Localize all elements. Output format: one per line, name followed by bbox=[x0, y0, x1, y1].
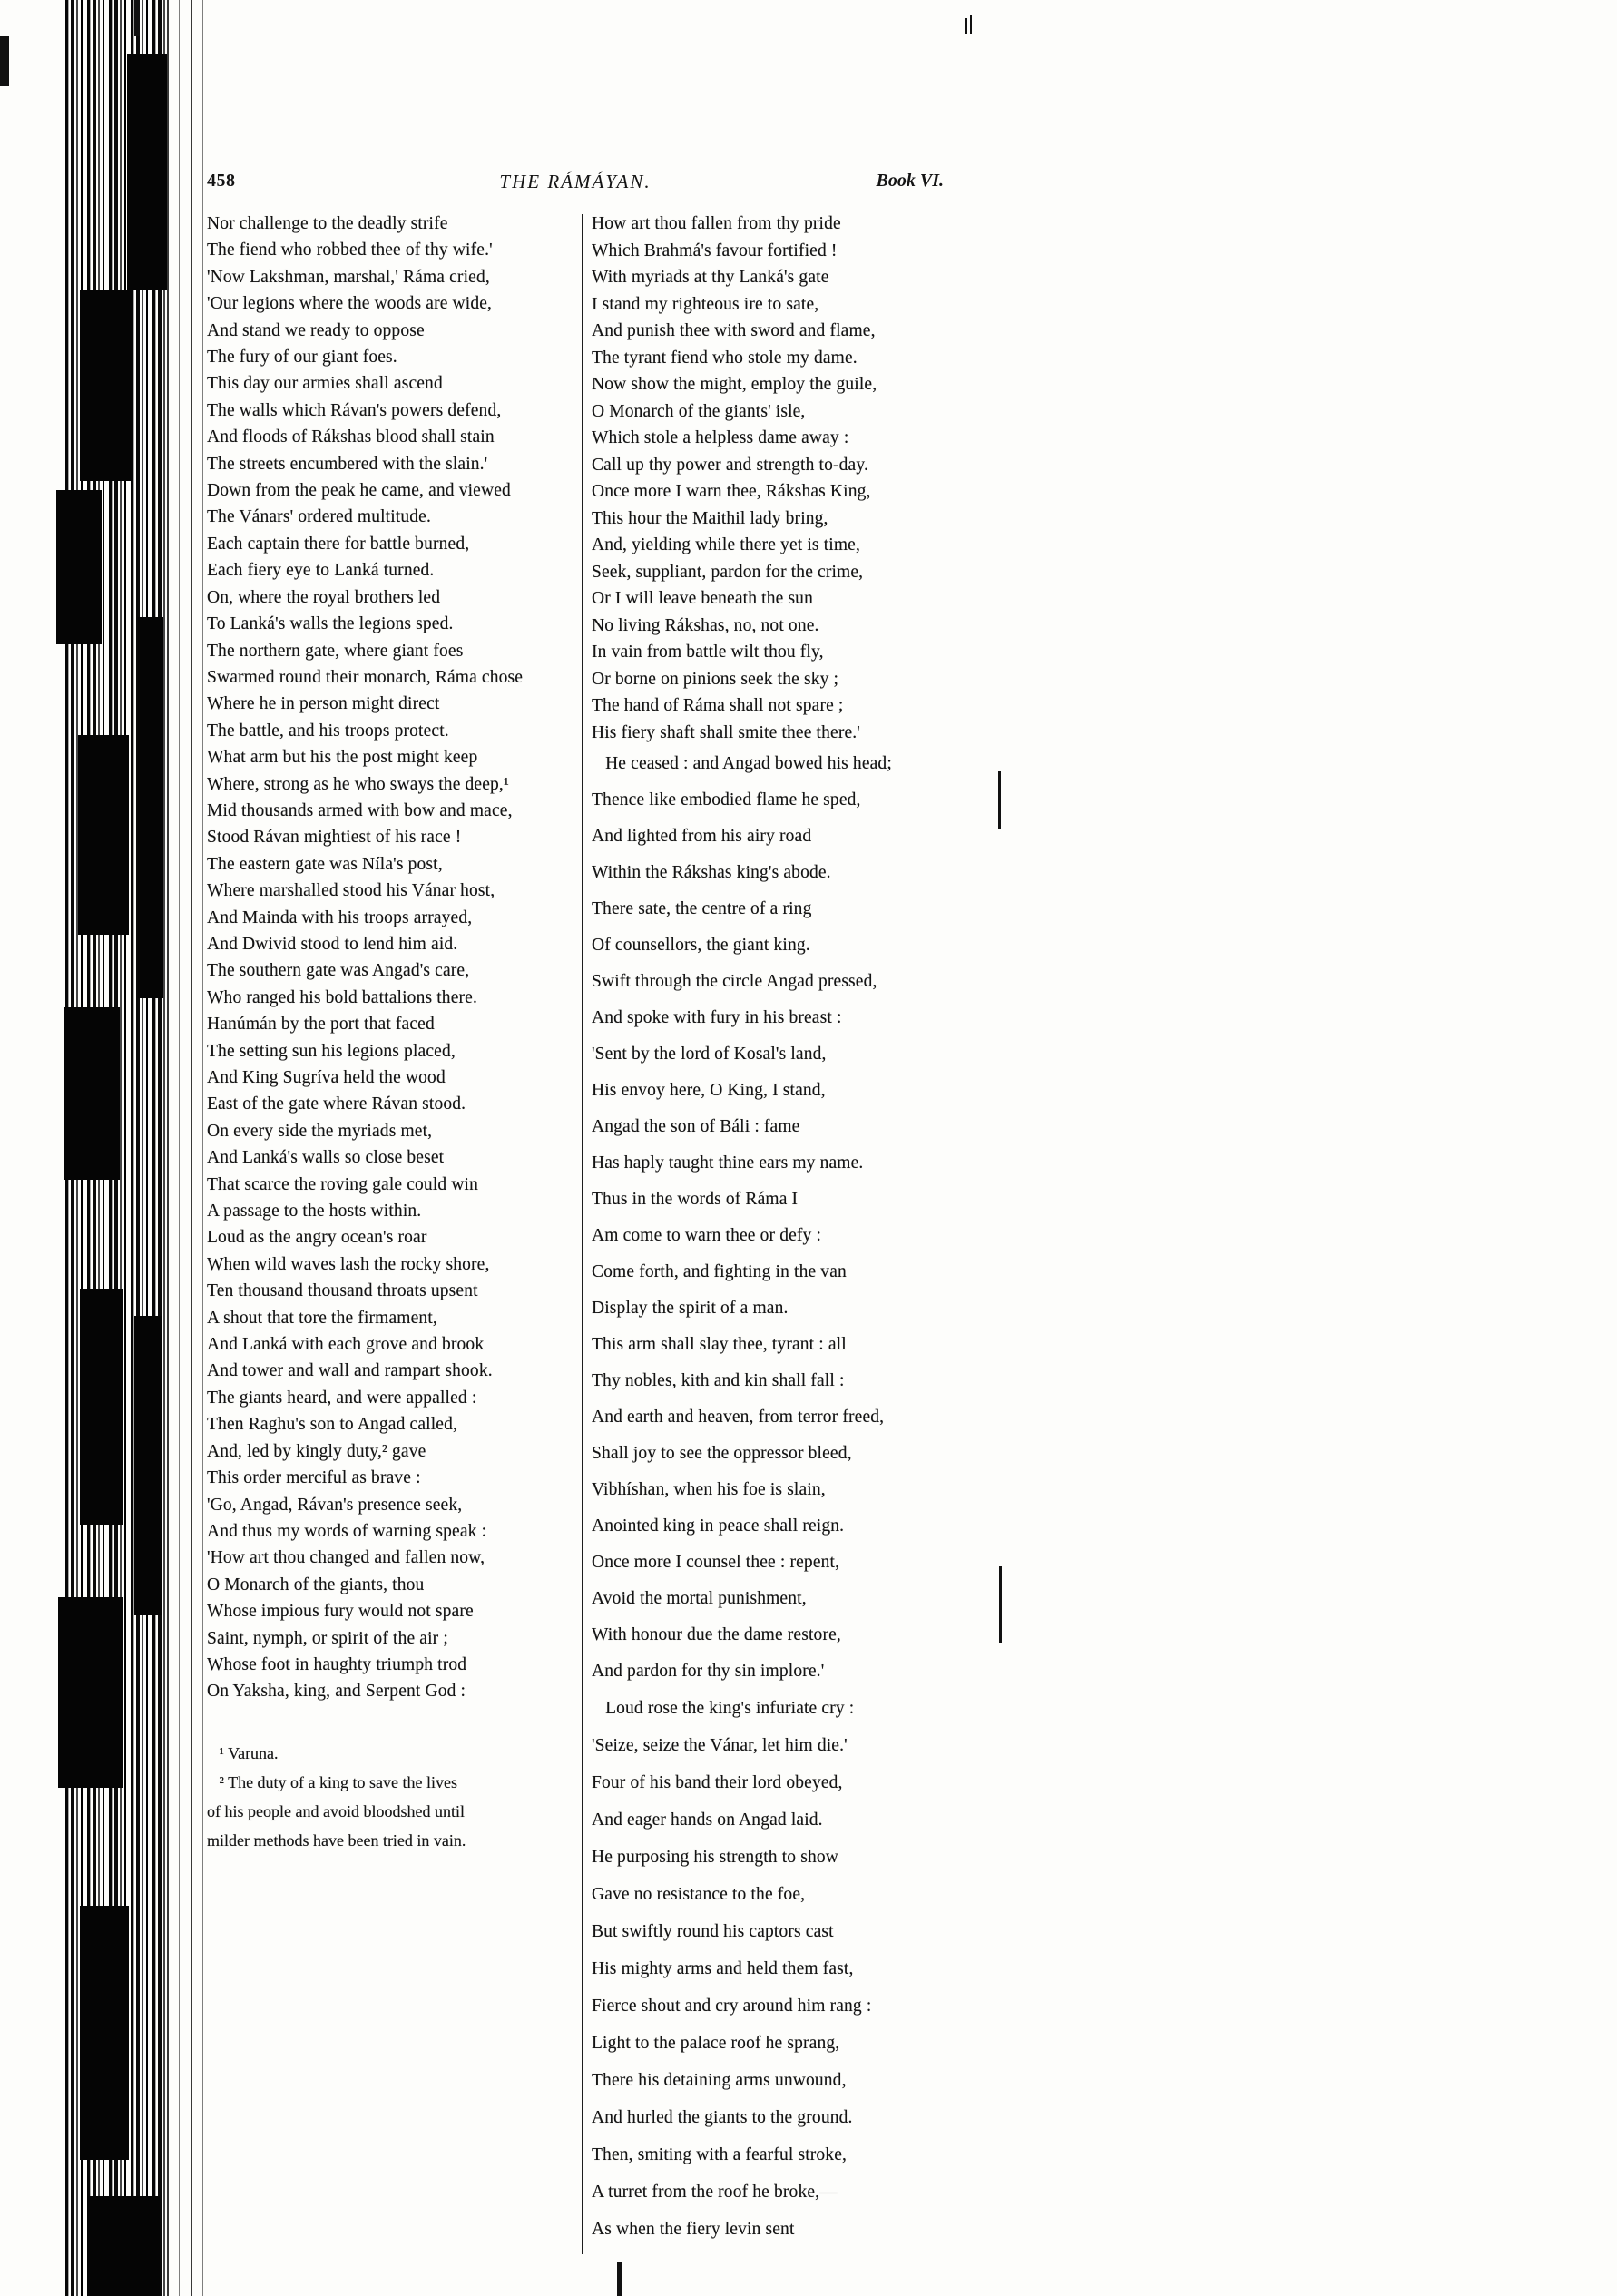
text-line: Hanúmán by the port that faced bbox=[207, 1015, 435, 1035]
text-line: Whose foot in haughty triumph trod bbox=[207, 1654, 467, 1674]
right-verse-column bbox=[592, 211, 947, 2248]
page-header bbox=[207, 171, 944, 198]
text-line: His envoy here, O King, I stand, bbox=[592, 1081, 826, 1100]
scan-artifact-block bbox=[56, 490, 102, 644]
text-line: On every side the myriads met, bbox=[207, 1121, 433, 1141]
text-line: The walls which Rávan's powers defend, bbox=[207, 400, 502, 420]
scan-artifact-mark bbox=[998, 771, 1001, 829]
text-line: There his detaining arms unwound, bbox=[592, 2071, 847, 2090]
text-line: And pardon for thy sin implore.' bbox=[592, 1662, 825, 1681]
footnotes-block bbox=[207, 1739, 573, 1855]
scan-artifact-block bbox=[127, 54, 167, 290]
text-line: The eastern gate was Níla's post, bbox=[207, 854, 443, 874]
text-line: The southern gate was Angad's care, bbox=[207, 961, 470, 981]
text-line: 'Our legions where the woods are wide, bbox=[207, 294, 493, 314]
text-line: What arm but his the post might keep bbox=[207, 748, 478, 768]
scan-artifact-block bbox=[134, 1316, 162, 1615]
scan-artifact-mark bbox=[134, 0, 140, 36]
text-line: A shout that tore the firmament, bbox=[207, 1308, 437, 1328]
text-line: And eager hands on Angad laid. bbox=[592, 1810, 823, 1830]
text-line: Once more I counsel thee : repent, bbox=[592, 1553, 840, 1572]
text-line: And punish thee with sword and flame, bbox=[592, 321, 876, 340]
text-line: His fiery shaft shall smite thee there.' bbox=[592, 722, 860, 742]
text-line: And hurled the giants to the ground. bbox=[592, 2108, 853, 2127]
scan-artifact-block bbox=[64, 1007, 120, 1180]
text-line: 'Now Lakshman, marshal,' Ráma cried, bbox=[207, 267, 490, 287]
text-line: Nor challenge to the deadly strife bbox=[207, 214, 448, 233]
text-line: To Lanká's walls the legions sped. bbox=[207, 614, 454, 634]
text-line: 'How art thou changed and fallen now, bbox=[207, 1548, 485, 1568]
text-line: The tyrant fiend who stole my dame. bbox=[592, 348, 858, 368]
text-line: Mid thousands armed with bow and mace, bbox=[207, 800, 513, 820]
text-line: Or I will leave beneath the sun bbox=[592, 589, 813, 608]
text-line: East of the gate where Rávan stood. bbox=[207, 1094, 466, 1114]
text-line: That scarce the roving gale could win bbox=[207, 1174, 479, 1194]
text-line: There sate, the centre of a ring bbox=[592, 899, 812, 918]
scan-artifact-mark bbox=[0, 36, 9, 86]
text-line: Which stole a helpless dame away : bbox=[592, 428, 849, 447]
text-line: The setting sun his legions placed, bbox=[207, 1041, 456, 1061]
page-number: 458 bbox=[207, 171, 236, 191]
text-line: Four of his band their lord obeyed, bbox=[592, 1773, 843, 1792]
text-line: ² The duty of a king to save the lives bbox=[207, 1773, 458, 1791]
text-line: Then Raghu's son to Angad called, bbox=[207, 1415, 457, 1435]
text-line: He purposing his strength to show bbox=[592, 1848, 838, 1867]
text-line: And lighted from his airy road bbox=[592, 827, 812, 846]
text-line: Who ranged his bold battalions there. bbox=[207, 987, 477, 1007]
text-line: Where marshalled stood his Vánar host, bbox=[207, 881, 495, 901]
text-line: Now show the might, employ the guile, bbox=[592, 375, 877, 394]
scan-artifact-block bbox=[80, 1906, 129, 2160]
text-line: Ten thousand thousand throats upsent bbox=[207, 1281, 478, 1301]
scan-artifact-block bbox=[87, 2196, 160, 2296]
text-line: Which Brahmá's favour fortified ! bbox=[592, 240, 838, 260]
text-line: Am come to warn thee or defy : bbox=[592, 1226, 822, 1245]
text-line: Come forth, and fighting in the van bbox=[592, 1262, 847, 1281]
text-line: This hour the Maithil lady bring, bbox=[592, 508, 828, 528]
text-line: And earth and heaven, from terror freed, bbox=[592, 1408, 885, 1427]
text-line: And Dwivid stood to lend him aid. bbox=[207, 934, 458, 954]
scan-artifact-block bbox=[80, 290, 132, 481]
text-line: Saint, nymph, or spirit of the air ; bbox=[207, 1628, 448, 1648]
scan-artifact-block bbox=[138, 617, 163, 998]
text-line: Whose impious fury would not spare bbox=[207, 1602, 474, 1622]
text-line: 'Seize, seize the Vánar, let him die.' bbox=[592, 1736, 848, 1755]
scan-artifact-mark bbox=[970, 15, 972, 34]
text-line: O Monarch of the giants, thou bbox=[207, 1575, 425, 1594]
scan-artifact-band-sparse bbox=[167, 0, 203, 2296]
text-line: In vain from battle wilt thou fly, bbox=[592, 643, 824, 662]
text-line: And Lanká's walls so close beset bbox=[207, 1148, 445, 1168]
scan-artifact-mark bbox=[965, 18, 967, 34]
text-line: Of counsellors, the giant king. bbox=[592, 936, 810, 955]
text-line: Display the spirit of a man. bbox=[592, 1299, 789, 1318]
text-line: The battle, and his troops protect. bbox=[207, 721, 449, 741]
text-line: Loud as the angry ocean's roar bbox=[207, 1228, 427, 1248]
text-line: And, yielding while there yet is time, bbox=[592, 535, 860, 554]
text-line: Light to the palace roof he sprang, bbox=[592, 2034, 840, 2053]
text-line: The hand of Ráma shall not spare ; bbox=[592, 696, 844, 715]
text-line: A turret from the roof he broke,— bbox=[592, 2183, 838, 2202]
text-line: Down from the peak he came, and viewed bbox=[207, 481, 511, 501]
text-line: The fiend who robbed thee of thy wife.' bbox=[207, 240, 493, 260]
text-line: On Yaksha, king, and Serpent God : bbox=[207, 1682, 466, 1702]
text-line: Gave no resistance to the foe, bbox=[592, 1885, 806, 1904]
text-line: Then, smiting with a fearful stroke, bbox=[592, 2145, 848, 2164]
scan-artifact-mark bbox=[999, 1566, 1002, 1643]
text-line: Within the Rákshas king's abode. bbox=[592, 863, 831, 882]
page-title: THE RÁMÁYAN. bbox=[499, 171, 652, 192]
text-line: Has haply taught thine ears my name. bbox=[592, 1153, 864, 1173]
text-line: But swiftly round his captors cast bbox=[592, 1922, 834, 1941]
text-line: Shall joy to see the oppressor bleed, bbox=[592, 1444, 852, 1463]
left-verse-column bbox=[207, 211, 573, 1705]
text-line: Seek, suppliant, pardon for the crime, bbox=[592, 562, 864, 582]
column-divider-rule bbox=[582, 214, 583, 2254]
scan-artifact-block bbox=[80, 1289, 123, 1525]
text-line: Stood Rávan mightiest of his race ! bbox=[207, 828, 462, 848]
text-line: O Monarch of the giants' isle, bbox=[592, 401, 806, 421]
text-line: Or borne on pinions seek the sky ; bbox=[592, 669, 839, 689]
text-line: The giants heard, and were appalled : bbox=[207, 1388, 477, 1408]
text-line: The fury of our giant foes. bbox=[207, 348, 397, 368]
text-line: ¹ Varuna. bbox=[207, 1744, 279, 1762]
text-line: The Vánars' ordered multitude. bbox=[207, 507, 431, 527]
text-line: And King Sugríva held the wood bbox=[207, 1068, 446, 1087]
text-line: The streets encumbered with the slain.' bbox=[207, 454, 488, 474]
scan-artifact-block bbox=[78, 735, 129, 935]
text-line: And Mainda with his troops arrayed, bbox=[207, 908, 473, 927]
text-line: Avoid the mortal punishment, bbox=[592, 1589, 807, 1608]
text-line: And spoke with fury in his breast : bbox=[592, 1008, 842, 1027]
text-line: Fierce shout and cry around him rang : bbox=[592, 1997, 872, 2016]
text-line: milder methods have been tried in vain. bbox=[207, 1831, 466, 1850]
text-line: Each fiery eye to Lanká turned. bbox=[207, 561, 435, 581]
text-line: This day our armies shall ascend bbox=[207, 374, 443, 394]
text-line: With honour due the dame restore, bbox=[592, 1625, 841, 1644]
text-line: As when the fiery levin sent bbox=[592, 2220, 795, 2239]
text-line: Where he in person might direct bbox=[207, 694, 440, 714]
text-line: When wild waves lash the rocky shore, bbox=[207, 1254, 490, 1274]
text-line: This order merciful as brave : bbox=[207, 1468, 421, 1488]
text-line: Thus in the words of Ráma I bbox=[592, 1190, 799, 1209]
text-line: His mighty arms and held them fast, bbox=[592, 1959, 854, 1978]
text-line: On, where the royal brothers led bbox=[207, 587, 441, 607]
text-line: Call up thy power and strength to-day. bbox=[592, 455, 868, 475]
text-line: Thy nobles, kith and kin shall fall : bbox=[592, 1371, 845, 1390]
text-line: Once more I warn thee, Rákshas King, bbox=[592, 482, 871, 501]
text-line: Thence like embodied flame he sped, bbox=[592, 790, 861, 809]
text-line: Vibhíshan, when his foe is slain, bbox=[592, 1480, 826, 1499]
text-line: Swift through the circle Angad pressed, bbox=[592, 972, 877, 991]
text-line: And tower and wall and rampart shook. bbox=[207, 1361, 493, 1381]
text-line: Swarmed round their monarch, Ráma chose bbox=[207, 667, 524, 687]
text-line: Anointed king in peace shall reign. bbox=[592, 1516, 845, 1536]
text-line: He ceased : and Angad bowed his head; bbox=[592, 754, 892, 773]
text-line: And, led by kingly duty,² gave bbox=[207, 1441, 426, 1461]
text-line: Where, strong as he who sways the deep,¹ bbox=[207, 774, 509, 794]
text-line: 'Go, Angad, Rávan's presence seek, bbox=[207, 1495, 463, 1515]
text-line: And Lanká with each grove and brook bbox=[207, 1335, 485, 1355]
text-line: 'Sent by the lord of Kosal's land, bbox=[592, 1045, 827, 1064]
text-line: I stand my righteous ire to sate, bbox=[592, 294, 819, 314]
text-line: The northern gate, where giant foes bbox=[207, 641, 464, 661]
text-line: How art thou fallen from thy pride bbox=[592, 214, 841, 233]
text-line: A passage to the hosts within. bbox=[207, 1202, 422, 1222]
text-line: And floods of Rákshas blood shall stain bbox=[207, 427, 495, 447]
book-label: Book VI. bbox=[876, 171, 944, 191]
text-line: of his people and avoid bloodshed until bbox=[207, 1802, 465, 1820]
scan-artifact-block bbox=[58, 1597, 123, 1788]
text-line: Each captain there for battle burned, bbox=[207, 534, 470, 554]
scan-artifact-mark bbox=[617, 2262, 622, 2296]
text-line: Loud rose the king's infuriate cry : bbox=[592, 1699, 855, 1718]
text-line: No living Rákshas, no, not one. bbox=[592, 615, 819, 635]
text-line: And thus my words of warning speak : bbox=[207, 1521, 487, 1541]
text-line: With myriads at thy Lanká's gate bbox=[592, 268, 829, 287]
text-line: And stand we ready to oppose bbox=[207, 320, 425, 340]
text-line: Angad the son of Báli : fame bbox=[592, 1117, 800, 1136]
text-line: This arm shall slay thee, tyrant : all bbox=[592, 1335, 847, 1354]
